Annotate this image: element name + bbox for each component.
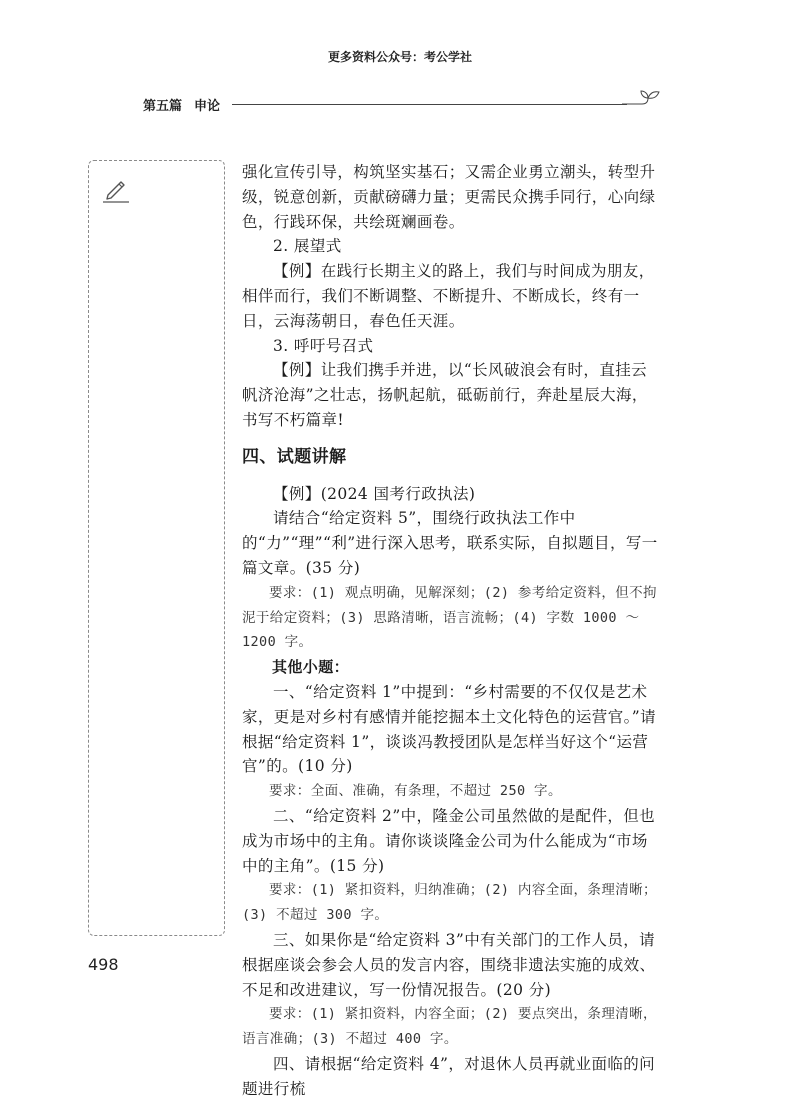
example-call: 【例】让我们携手并进，以“长风破浪会有时，直挂云帆济沧海”之壮志，扬帆起航，砥砺前行，奔赴星辰大海，书写不朽篇章! [242,361,648,429]
example-source: 【例】(2024 国考行政执法) [273,484,476,503]
question-1: 一、“给定资料 1”中提到：“乡村需要的不仅仅是艺术家，更是对乡村有感情并能挖掘本土文化特色的运营官。”请根据“给定资料 1”，谈谈冯教授团队是怎样当好这个“运营官”的。(10 分) [242,682,656,776]
top-banner: 更多资料公众号：考公学社 [327,50,472,64]
question-4: 四、请根据“给定资料 4”，对退休人员再就业面临的问题进行梳 [242,1054,656,1098]
main-requirements: 要求：(1) 观点明确，见解深刻；(2) 参考给定资料，但不拘泥于给定资料；(3) 思路清晰，语言流畅；(4) 字数 1000 ～ 1200 字。 [242,584,657,651]
question-2: 二、“给定资料 2”中，隆金公司虽然做的是配件，但也成为市场中的主角。请你谈谈隆金公司为什么能成为“市场中的主角”。(15 分) [242,806,656,875]
question-2-requirements: 要求：(1) 紧扣资料，归纳准确；(2) 内容全面，条理清晰；(3) 不超过 300 字。 [242,882,657,924]
margin-note-box [88,160,225,936]
sprout-icon [622,86,660,110]
part-label: 第五篇 [143,99,183,114]
heading-call: 3. 呼吁号召式 [273,336,374,355]
section-title: 四、试题讲解 [242,446,347,467]
question-1-requirements: 要求：全面、准确，有条理，不超过 250 字。 [269,783,562,800]
other-questions-title: 其他小题： [272,658,350,677]
pen-icon [100,178,130,204]
chapter-label [143,95,220,114]
question-3-requirements: 要求：(1) 紧扣资料，内容全面；(2) 要点突出，条理清晰，语言准确；(3) 不超过 400 字。 [242,1006,657,1048]
question-3: 三、如果你是“给定资料 3”中有关部门的工作人员，请根据座谈会参会人员的发言内容，围绕非遗法实施的成效、不足和改进建议，写一份情况报告。(20 分) [242,930,656,999]
header-rule [232,104,627,105]
main-question: 请结合“给定资料 5”，围绕行政执法工作中的“力”“理”“利”进行深入思考，联系实际，自拟题目，写一篇文章。(35 分) [242,509,658,577]
page-number: 498 [88,955,119,974]
example-outlook: 【例】在践行长期主义的路上，我们与时间成为朋友，相伴而行，我们不断调整、不断提升、不断成长，终有一日，云海荡朝日，春色任天涯。 [242,262,655,330]
heading-outlook: 2. 展望式 [273,237,342,256]
paragraph-intro: 强化宣传引导，构筑坚实基石；又需企业勇立潮头，转型升级，锐意创新，贡献磅礴力量；更需民众携手同行，心向绿色，行践环保，共绘斑斓画卷。 [242,163,656,231]
subject-label: 申论 [194,99,221,114]
main-content [242,160,662,1101]
